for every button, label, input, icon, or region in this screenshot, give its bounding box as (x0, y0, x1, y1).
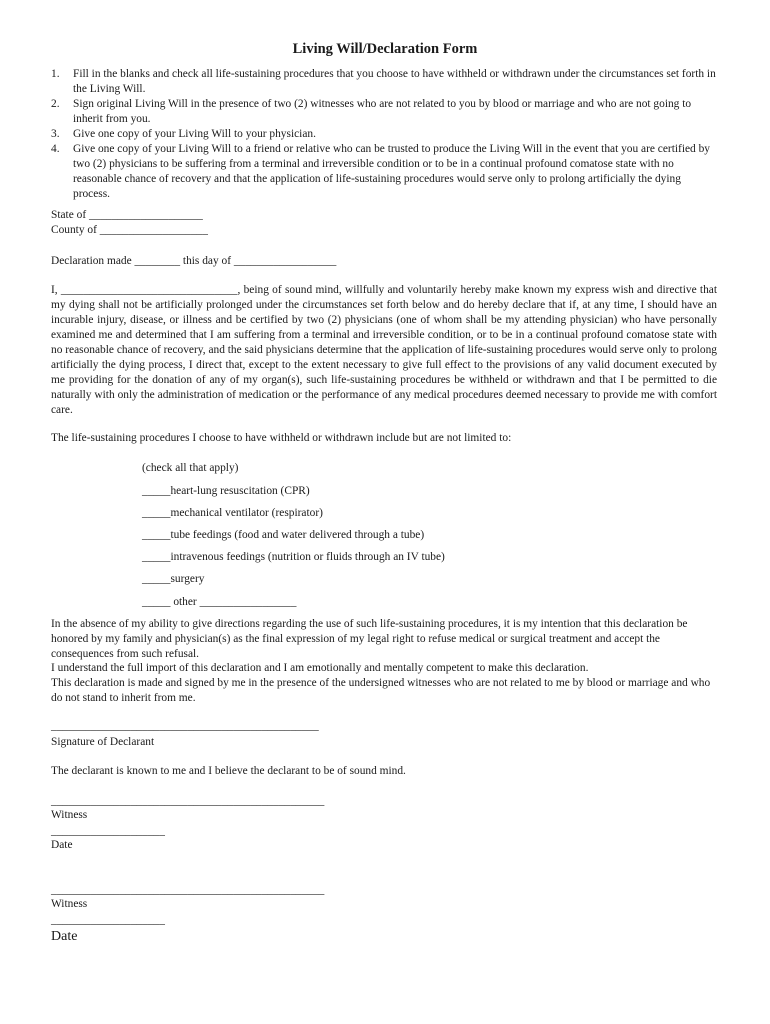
understand-line: I understand the full import of this declaration and I am emotionally and mentally competent to make this declaration. (51, 662, 589, 674)
witness2-signature-line[interactable]: ________________________________________________ (51, 884, 325, 896)
presence-paragraph: This declaration is made and signed by me in the presence of the undersigned witnesses who are not related to me by blood or marriage and who do not stand to inherit from me. (51, 677, 711, 704)
check-instruction: (check all that apply) (142, 462, 239, 474)
instruction-item (51, 127, 717, 142)
state-field[interactable]: State of ____________________ (51, 209, 203, 221)
witness2-label: Witness (51, 898, 88, 910)
instructions-list (51, 67, 717, 202)
procedure-ventilator[interactable]: _____mechanical ventilator (respirator) (142, 507, 323, 519)
witness1-label: Witness (51, 809, 88, 821)
form-title: Living Will/Declaration Form (292, 41, 478, 57)
signature-line[interactable]: _______________________________________________ (51, 720, 319, 732)
instruction-number: 3. (51, 128, 60, 140)
procedure-other[interactable]: _____ other _________________ (142, 596, 297, 608)
procedure-tube-feedings[interactable]: _____tube feedings (food and water delivered through a tube) (142, 529, 425, 541)
date1-line[interactable]: ____________________ (51, 825, 165, 837)
procedures-intro: The life-sustaining procedures I choose to have withheld or withdrawn include but are not limited to: (51, 432, 512, 444)
signature-label: Signature of Declarant (51, 736, 155, 748)
sound-mind-statement: The declarant is known to me and I believe the declarant to be of sound mind. (51, 765, 406, 777)
instruction-number: 1. (51, 68, 60, 80)
instruction-item (51, 67, 717, 97)
absence-paragraph: In the absence of my ability to give directions regarding the use of such life-sustaining procedures, it is my intention that this declaration be honored by my family and physician(s) as the final expression of my legal right to refuse medical or surgical treatment and accept the consequences from such refusal. (51, 618, 688, 660)
declaration-date-field[interactable]: Declaration made ________ this day of __________________ (51, 255, 337, 267)
date1-label: Date (51, 839, 73, 851)
declaration-paragraph: I, _______________________________, being of sound mind, willfully and voluntarily hereby make known my express wish and directive that my dying shall not be artificially prolonged under the circumstances set forth below and do hereby declare that if, at any time, I should have an incurable injury, disease, or illness and be certified by two (2) physicians (one of whom shall be my attending physician) who have personally examined me and determined that I am suffering from a terminal and irreversible condition, or to be in a continual profound comatose state with no reasonable chance of recovery, and the said physicians determine that the application of life-sustaining procedures would serve only to prolong artificially the dying process, I direct that, except to the extent necessary to give full effect to the provisions of any valid document executed by me providing for the donation of any of my organ(s), such life-sustaining procedures be withheld or withdrawn and that I be permitted to die naturally with only the administration of medication or the performance of any medical procedures deemed necessary to provide me with comfort care. (51, 284, 717, 416)
county-field[interactable]: County of ___________________ (51, 224, 208, 236)
instruction-number: 4. (51, 143, 60, 155)
instruction-number: 2. (51, 98, 60, 110)
instruction-item (51, 142, 717, 202)
date2-label: Date (51, 929, 78, 944)
procedure-iv-feedings[interactable]: _____intravenous feedings (nutrition or fluids through an IV tube) (142, 551, 445, 563)
instruction-text: Give one copy of your Living Will to your physician. (73, 128, 316, 140)
instruction-text: Fill in the blanks and check all life-sustaining procedures that you choose to have withheld or withdrawn under the circumstances set forth in the Living Will. (73, 68, 716, 95)
procedure-surgery[interactable]: _____surgery (142, 573, 205, 585)
instruction-text: Sign original Living Will in the presence of two (2) witnesses who are not related to you by blood or marriage and who are not going to inherit from you. (73, 98, 692, 125)
date2-line[interactable]: ____________________ (51, 914, 165, 926)
procedure-cpr[interactable]: _____heart-lung resuscitation (CPR) (142, 485, 310, 497)
instruction-text: Give one copy of your Living Will to a friend or relative who can be trusted to produce the Living Will in the event that you are certified by two (2) physicians to be suffering from a terminal and irreversible condition or to be in a continual profound comatose state with no reasonable chance of recovery and that the application of life-sustaining procedures would serve only to prolong artificially the dying process. (73, 143, 710, 200)
witness1-signature-line[interactable]: ________________________________________________ (51, 795, 325, 807)
instruction-item (51, 97, 717, 127)
